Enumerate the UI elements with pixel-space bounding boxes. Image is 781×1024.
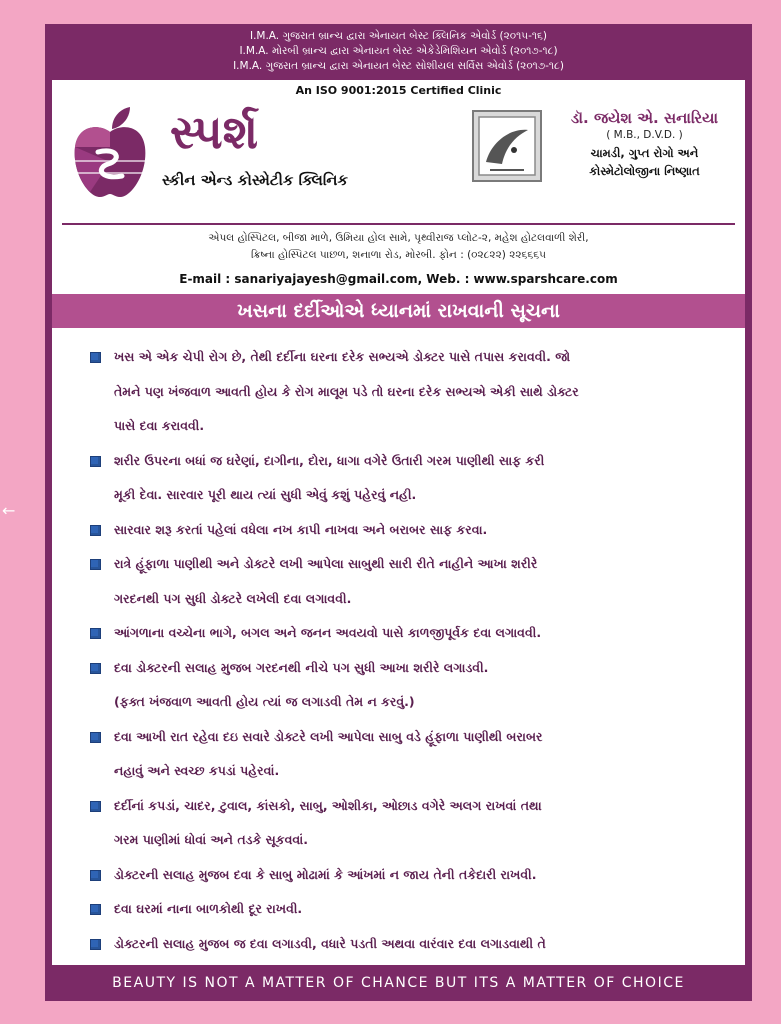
instruction-line: ડોક્ટરની સલાહ મુજબ જ દવા લગાડવી, વધારે પડતી અથવા વારંવાર દવા લગાડવાથી તે [114,935,546,951]
notice-title: ખસના દર્દીઓએ ધ્યાનમાં રાખવાની સૂચના [52,294,745,328]
instruction-line: દવા આખી રાત રહેવા દઇ સવારે ડોક્ટરે લખી આપેલા સાબુ વડે હૂંફાળા પાણીથી બરાબર [114,728,543,744]
instruction-line: નહાવું અને સ્વચ્છ કપડાં પહેરવાં. [114,763,280,778]
header-divider [62,223,735,225]
list-item [90,892,710,927]
instruction-line: ગરદનથી પગ સુધી ડોક્ટરે લખેલી દવા લગાવવી. [114,590,352,606]
footer-slogan: BEAUTY IS NOT A MATTER OF CHANCE BUT ITS A MATTER OF CHOICE [112,975,685,991]
square-bullet-icon [90,904,101,915]
doctor-degree: ( M.B., D.V.D. ) [606,129,683,141]
list-item [90,858,710,893]
instruction-line: ડોક્ટરની સલાહ મુજબ દવા કે સાબુ મોઢામાં કે આંખમાં ન જાય તેની તકેદારી રાખવી. [114,866,537,882]
instruction-line: દવા ઘરમાં નાના બાળકોથી દૂર રાખવી. [114,901,303,916]
instruction-line: તેમને પણ ખંજવાળ આવતી હોય કે રોગ માલૂમ પડે તો ઘરના દરેક સભ્યએ એકી સાથે ડોક્ટર [114,383,579,399]
instruction-line: દર્દીનાં કપડાં, ચાદર, ટુવાલ, કાંસકો, સાબુ, ઓશીકા, ઓછાડ વગેરે અલગ રાખવાં તથા [114,797,542,813]
address-line: એપલ હોસ્પિટલ, બીજા માળે, ઉમિયા હોલ સામે, પૃથ્વીરાજ પ્લોટ-૨, મહેશ હોટલવાળી શેરી, [208,232,589,244]
awards-banner [45,24,752,78]
list-item [90,927,710,966]
doctor-speciality-line: કોસ્મેટોલોજીના નિષ્ણાત [589,164,700,178]
square-bullet-icon [90,525,101,536]
square-bullet-icon [90,352,101,363]
doctor-name: ડૉ. જયેશ એ. સનારિયા [570,109,719,127]
square-bullet-icon [90,456,101,467]
list-item [90,651,710,720]
list-item [90,340,710,444]
left-arrow-icon[interactable]: ← [2,501,16,520]
award-line: I.M.A. મોરબી બ્રાન્ચ દ્વારા એનાયત બેસ્ટ એકેડેમિશિયન એવોર્ડ (૨૦૧૭-૧૮) [239,44,558,57]
list-item [90,444,710,513]
square-bullet-icon [90,801,101,812]
apple-logo-icon [70,102,150,202]
clinic-brand-name: સ્પર્શ [170,105,259,159]
instruction-line: રાત્રે હૂંફાળા પાણીથી અને ડોક્ટરે લખી આપેલા સાબુથી સારી રીતે નાહીને આખા શરીરે [114,556,538,571]
instruction-line: મૂકી દેવા. સારવાર પૂરી થાય ત્યાં સુધી એવું કશું પહેરવું નહી. [114,487,417,502]
doctor-info [552,108,737,180]
list-item [90,789,710,858]
contact-line: E-mail : sanariyajayesh@gmail.com, Web. : www.sparshcare.com [179,272,618,286]
poster-content [52,80,745,965]
instruction-line: પાસે દવા કરાવવી. [114,418,205,433]
award-line: I.M.A. ગુજરાત બ્રાન્ચ દ્વારા એનાયત બેસ્ટ ક્લિનિક એવોર્ડ (૨૦૧૫-૧૬) [249,29,548,42]
square-bullet-icon [90,939,101,950]
square-bullet-icon [90,559,101,570]
list-item [90,616,710,651]
instruction-line: આંગળાના વચ્ચેના ભાગે, બગલ અને જનન અવયવો પાસે કાળજીપૂર્વક દવા લગાવવી. [114,625,542,640]
square-bullet-icon [90,628,101,639]
list-item [90,720,710,789]
square-bullet-icon [90,663,101,674]
doctor-speciality-line: ચામડી, ગુપ્ત રોગો અને [590,146,699,160]
clinic-address [52,230,745,264]
square-bullet-icon [90,732,101,743]
poster-frame [45,24,752,1001]
award-line: I.M.A. ગુજરાત બ્રાન્ચ દ્વારા એનાયત બેસ્ટ સોશીયલ સર્વિસ એવોર્ડ (૨૦૧૭-૧૮) [233,59,564,72]
instruction-list [90,340,710,965]
instruction-line: ખસ એ એક ચેપી રોગ છે, તેથી દર્દીના ઘરના દરેક સભ્યએ ડોક્ટર પાસે તપાસ કરાવવી. જો [114,349,571,364]
instruction-line: શરીર ઉપરના બધાં જ ઘરેણાં, દાગીના, દોરા, ધાગા વગેરે ઉતારી ગરમ પાણીથી સાફ કરી [114,452,545,468]
doctor-speciality [552,144,737,180]
iso-certification: An ISO 9001:2015 Certified Clinic [295,84,502,97]
instruction-line: (ફક્ત ખંજવાળ આવતી હોય ત્યાં જ લગાડવી તેમ ન કરવું.) [114,694,415,709]
square-bullet-icon [90,870,101,881]
doctor-emblem-icon [472,110,542,182]
instruction-line: દવા ડોક્ટરની સલાહ મુજબ ગરદનથી નીચે પગ સુધી આખા શરીરે લગાડવી. [114,659,489,675]
instruction-line: ગરમ પાણીમાં ધોવાં અને તડકે સૂકવવાં. [114,832,308,847]
address-line: ક્રિષ્ના હોસ્પિટલ પાછળ, શનાળા રોડ, મોરબી. ફોન : (૦૨૮૨૨) ૨૨૬૬૬૫ [250,249,547,261]
list-item [90,513,710,548]
list-item [90,547,710,616]
instruction-line: સારવાર શરૂ કરતાં પહેલાં વધેલા નખ કાપી નાખવા અને બરાબર સાફ કરવા. [114,521,488,537]
clinic-subtitle: સ્કીન એન્ડ કોસ્મેટીક ક્લિનિક [162,171,349,189]
